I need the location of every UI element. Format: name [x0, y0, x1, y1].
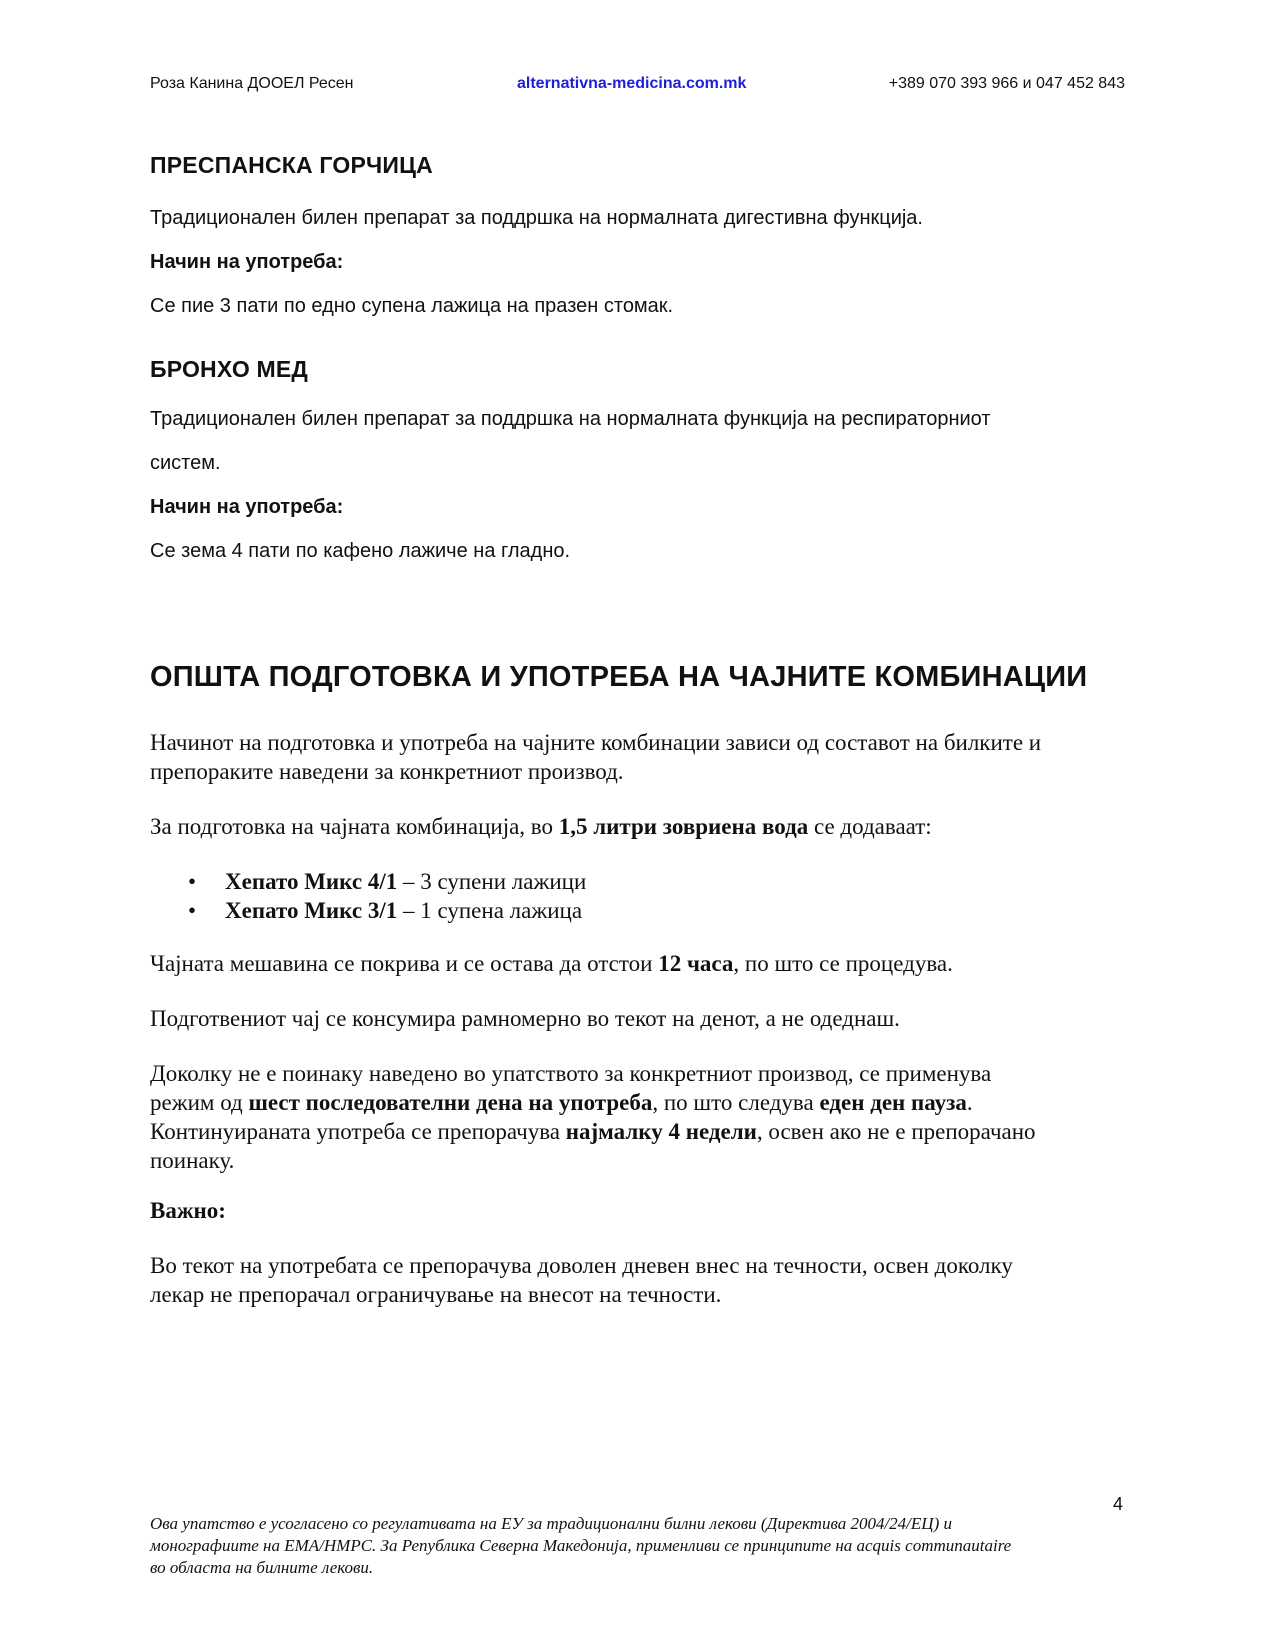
intro-line: Начинот на подготовка и употреба на чајните комбинации зависи од составот на билките и	[150, 730, 1042, 755]
regime-pause: еден ден пауза	[819, 1090, 967, 1115]
steep-paragraph	[150, 949, 1125, 978]
consume-paragraph	[150, 1004, 1125, 1033]
intro-line: препораките наведени за конкретниот производ.	[150, 759, 624, 784]
regime-days: шест последователни дена на употреба	[248, 1090, 653, 1115]
ingredient-list	[150, 867, 1125, 925]
company-name: Роза Канина ДООЕЛ Ресен	[150, 75, 354, 92]
product-title: ПРЕСПАНСКА ГОРЧИЦА	[150, 152, 433, 178]
regime-text: , по што следува	[652, 1090, 820, 1115]
product-description: Традиционален билен препарат за поддршка на нормалната дигестивна функција.	[150, 207, 923, 229]
consume-text: Подготвениот чај се консумира рамномерно во текот на денот, а не одеднаш.	[150, 1006, 900, 1031]
important-label-block	[150, 1196, 1125, 1225]
page-footer	[150, 1513, 1125, 1579]
product-bronho-med	[150, 356, 1125, 383]
intro-paragraph	[150, 728, 1125, 786]
prep-text: се додаваат:	[808, 814, 932, 839]
product-2-body	[150, 397, 1125, 573]
item-amount: – 3 супени лажици	[397, 869, 587, 894]
product-preshpanska-gorchica	[150, 152, 1125, 179]
page-number: 4	[1113, 1494, 1124, 1514]
preparation-paragraph	[150, 812, 1125, 841]
prep-water-amount: 1,5 литри зовриена вода	[558, 814, 809, 839]
product-1-body	[150, 196, 1125, 328]
item-name: Хепато Микс 3/1	[225, 898, 398, 923]
item-name: Хепато Микс 4/1	[225, 869, 398, 894]
bullet-icon: •	[188, 869, 197, 894]
footer-line: во областа на билните лекови.	[150, 1558, 374, 1577]
regime-text: режим од	[150, 1090, 249, 1115]
usage-label: Начин на употреба:	[150, 496, 344, 518]
list-item	[150, 896, 1125, 925]
regime-line: поинаку.	[150, 1148, 235, 1173]
steep-duration: 12 часа	[658, 951, 734, 976]
steep-text: , по што се процедува.	[733, 951, 953, 976]
regime-line: Доколку не е поинаку наведено во упатството за конкретниот производ, се применува	[150, 1061, 992, 1086]
steep-text: Чајната мешавина се покрива и се остава да отстои	[150, 951, 659, 976]
important-line: лекар не препорачал ограничување на внесот на течности.	[150, 1282, 722, 1307]
regime-text: Континуираната употреба се препорачува	[150, 1119, 566, 1144]
usage-text: Се зема 4 пати по кафено лажиче на гладно.	[150, 540, 571, 562]
footer-line: монографиите на ЕМА/HMPC. За Република Северна Македонија, применливи се принципите на acquis communautaire	[150, 1536, 1012, 1555]
product-title: БРОНХО МЕД	[150, 356, 308, 382]
section-heading-block	[150, 661, 1125, 694]
website-link[interactable]: alternativna-medicina.com.mk	[517, 75, 747, 92]
section-title: ОПШТА ПОДГОТОВКА И УПОТРЕБА НА ЧАЈНИТЕ КОМБИНАЦИИ	[150, 661, 1088, 693]
prep-text: За подготовка на чајната комбинација, во	[150, 814, 559, 839]
usage-label: Начин на употреба:	[150, 251, 344, 273]
footer-line: Ова упатство е усогласено со регулативата на ЕУ за традиционални билни лекови (Директива 2004/24/ЕЦ) и	[150, 1514, 952, 1533]
page-header	[150, 75, 1125, 99]
item-amount: – 1 супена лажица	[397, 898, 583, 923]
regime-text: .	[966, 1090, 973, 1115]
regime-text: , освен ако не е препорачано	[756, 1119, 1036, 1144]
usage-text: Се пие 3 пати по едно супена лажица на празен стомак.	[150, 295, 674, 317]
list-item	[150, 867, 1125, 896]
product-description-line: систем.	[150, 452, 221, 474]
regime-weeks: најмалку 4 недели	[565, 1119, 757, 1144]
regime-paragraph	[150, 1059, 1125, 1175]
important-line: Во текот на употребата се препорачува доволен дневен внес на течности, освен доколку	[150, 1253, 1013, 1278]
phone-numbers: +389 070 393 966 и 047 452 843	[888, 75, 1125, 92]
bullet-icon: •	[188, 898, 197, 923]
important-paragraph	[150, 1251, 1125, 1309]
important-label: Важно:	[150, 1198, 226, 1223]
product-description-line: Традиционален билен препарат за поддршка на нормалната функција на респираторниот	[150, 408, 991, 430]
